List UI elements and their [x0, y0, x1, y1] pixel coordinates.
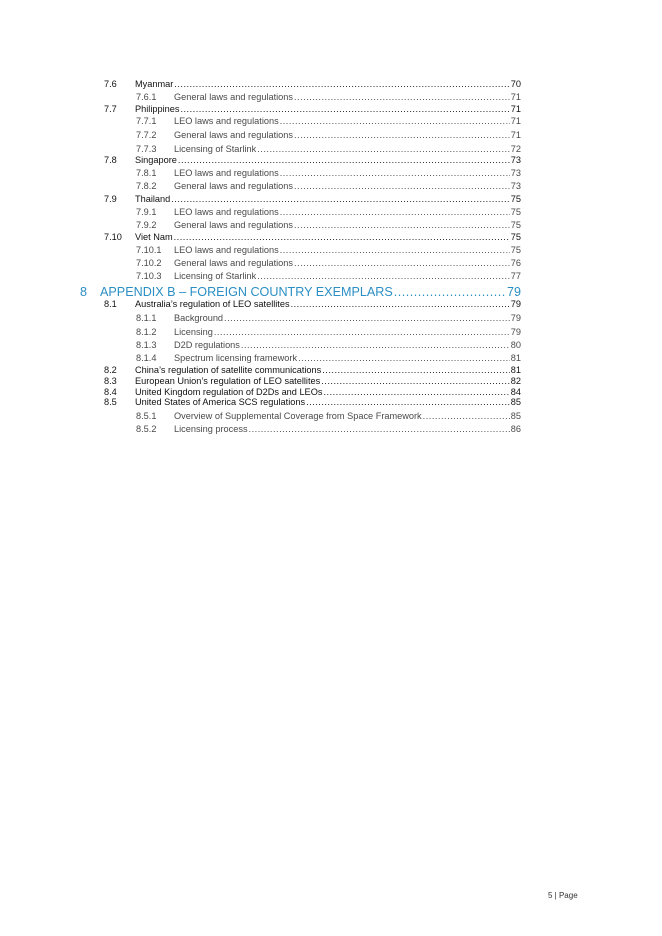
toc-number: 7.7.2 [136, 130, 157, 140]
toc-number: 8.1.2 [136, 327, 157, 337]
toc-number: 8.3 [104, 376, 117, 386]
toc-entry-7-6-1[interactable] [136, 92, 521, 102]
toc-title: Thailand [135, 194, 171, 204]
toc-leader [224, 313, 510, 323]
toc-title: LEO laws and regulations [174, 116, 279, 126]
toc-entry-7-9-2[interactable] [136, 220, 521, 230]
toc-page-number: 73 [510, 155, 521, 165]
toc-leader [321, 376, 510, 386]
toc-number: 7.10 [104, 232, 122, 242]
toc-leader [171, 194, 510, 204]
toc-number: 7.7.1 [136, 116, 157, 126]
toc-page-number: 85 [510, 397, 521, 407]
toc-title: Singapore [135, 155, 177, 165]
toc-leader [394, 285, 506, 299]
toc-entry-8-3[interactable] [104, 376, 521, 386]
toc-title: General laws and regulations [174, 220, 293, 230]
page-footer: 5 | Page [548, 891, 578, 900]
toc-page-number: 70 [510, 79, 521, 89]
toc-entry-8-1-1[interactable] [136, 313, 521, 323]
toc-title: United States of America SCS regulations [135, 397, 306, 407]
toc-title: European Union’s regulation of LEO satellites [135, 376, 321, 386]
toc-title: General laws and regulations [174, 92, 293, 102]
toc-number: 8.1.1 [136, 313, 157, 323]
toc-leader [291, 299, 510, 309]
toc-entry-8-5[interactable] [104, 397, 521, 407]
toc-number: 7.6 [104, 79, 117, 89]
toc-page-number: 81 [510, 353, 521, 363]
toc-leader [178, 155, 510, 165]
toc-page-number: 79 [510, 299, 521, 309]
toc-page-number: 71 [510, 116, 521, 126]
toc-number: 8 [80, 285, 88, 299]
toc-page-number: 79 [510, 327, 521, 337]
toc-page-number: 75 [510, 194, 521, 204]
toc-entry-7-7[interactable] [104, 104, 521, 114]
toc-leader [294, 258, 510, 268]
toc-title: United Kingdom regulation of D2Ds and LEOs [135, 387, 323, 397]
toc-page-number: 72 [510, 144, 521, 154]
toc-page-number: 75 [510, 232, 521, 242]
toc-title: China’s regulation of satellite communications [135, 365, 322, 375]
toc-entry-8-1[interactable] [104, 299, 521, 309]
toc-entry-7-8[interactable] [104, 155, 521, 165]
toc-title: Overview of Supplemental Coverage from Space Framework [174, 411, 422, 421]
toc-leader [174, 232, 510, 242]
toc-entry-7-9-1[interactable] [136, 207, 521, 217]
toc-entry-7-10-3[interactable] [136, 271, 521, 281]
toc-entry-7-10-2[interactable] [136, 258, 521, 268]
toc-entry-7-7-1[interactable] [136, 116, 521, 126]
toc-leader [280, 116, 510, 126]
toc-page-number: 71 [510, 92, 521, 102]
toc-entry-7-10-1[interactable] [136, 245, 521, 255]
toc-entry-8-1-3[interactable] [136, 340, 521, 350]
toc-page-number: 73 [510, 168, 521, 178]
toc-page-number: 71 [510, 104, 521, 114]
toc-title: APPENDIX B – FOREIGN COUNTRY EXEMPLARS [100, 285, 393, 299]
toc-number: 8.1.4 [136, 353, 157, 363]
toc-entry-7-6[interactable] [104, 79, 521, 89]
toc-number: 7.6.1 [136, 92, 157, 102]
toc-title: Licensing [174, 327, 213, 337]
toc-number: 8.2 [104, 365, 117, 375]
toc-leader [322, 365, 510, 375]
toc-leader [294, 181, 510, 191]
toc-title: General laws and regulations [174, 181, 293, 191]
toc-number: 7.10.2 [136, 258, 162, 268]
toc-leader [249, 424, 510, 434]
toc-leader [180, 104, 509, 114]
toc-leader [306, 397, 510, 407]
toc-number: 8.4 [104, 387, 117, 397]
toc-leader [257, 144, 510, 154]
toc-entry-8-2[interactable] [104, 365, 521, 375]
toc-title: Philippines [135, 104, 180, 114]
toc-title: Licensing of Starlink [174, 144, 257, 154]
toc-title: Background [174, 313, 224, 323]
toc-entry-8-1-4[interactable] [136, 353, 521, 363]
toc-page-number: 80 [510, 340, 521, 350]
toc-title: Licensing process [174, 424, 248, 434]
toc-entry-7-10[interactable] [104, 232, 521, 242]
toc-number: 7.7 [104, 104, 117, 114]
toc-leader [174, 79, 509, 89]
toc-title: LEO laws and regulations [174, 168, 279, 178]
toc-title: General laws and regulations [174, 258, 293, 268]
toc-number: 7.8 [104, 155, 117, 165]
toc-number: 8.1.3 [136, 340, 157, 350]
toc-entry-8-5-2[interactable] [136, 424, 521, 434]
toc-page-number: 79 [506, 285, 521, 299]
toc-leader [298, 353, 510, 363]
toc-leader [257, 271, 510, 281]
toc-leader [241, 340, 510, 350]
toc-title: LEO laws and regulations [174, 207, 279, 217]
toc-number: 7.10.3 [136, 271, 162, 281]
toc-entry-8-1-2[interactable] [136, 327, 521, 337]
toc-number: 8.5.2 [136, 424, 157, 434]
toc-entry-7-9[interactable] [104, 194, 521, 204]
toc-title: Myanmar [135, 79, 174, 89]
toc-leader [323, 387, 509, 397]
toc-page-number: 86 [510, 424, 521, 434]
toc-number: 8.1 [104, 299, 117, 309]
toc-leader [294, 92, 510, 102]
toc-entry-7-7-3[interactable] [136, 144, 521, 154]
toc-page-number: 75 [510, 245, 521, 255]
toc-leader [294, 220, 510, 230]
toc-title: General laws and regulations [174, 130, 293, 140]
toc-entry-8-4[interactable] [104, 387, 521, 397]
toc-page-number: 71 [510, 130, 521, 140]
toc-leader [423, 411, 510, 421]
toc-entry-8-appendix-b[interactable] [80, 285, 521, 299]
toc-number: 7.7.3 [136, 144, 157, 154]
toc-title: Viet Nam [135, 232, 173, 242]
toc-page-number: 75 [510, 207, 521, 217]
toc-leader [294, 130, 510, 140]
toc-page-number: 77 [510, 271, 521, 281]
toc-title: D2D regulations [174, 340, 240, 350]
toc-leader [280, 207, 510, 217]
toc-number: 7.8.1 [136, 168, 157, 178]
toc-page-number: 81 [510, 365, 521, 375]
toc-page-number: 82 [510, 376, 521, 386]
toc-entry-7-8-1[interactable] [136, 168, 521, 178]
toc-page-number: 79 [510, 313, 521, 323]
toc-leader [214, 327, 510, 337]
toc-page-number: 84 [510, 387, 521, 397]
toc-title: LEO laws and regulations [174, 245, 279, 255]
toc-number: 7.8.2 [136, 181, 157, 191]
toc-page-number: 75 [510, 220, 521, 230]
toc-number: 7.9.2 [136, 220, 157, 230]
toc-page-number: 73 [510, 181, 521, 191]
toc-number: 7.10.1 [136, 245, 162, 255]
toc-number: 7.9 [104, 194, 117, 204]
toc-number: 8.5 [104, 397, 117, 407]
toc-page-number: 76 [510, 258, 521, 268]
toc-entry-8-5-1[interactable] [136, 411, 521, 421]
toc-number: 8.5.1 [136, 411, 157, 421]
toc-page-number: 85 [510, 411, 521, 421]
toc-entry-7-8-2[interactable] [136, 181, 521, 191]
toc-title: Spectrum licensing framework [174, 353, 298, 363]
toc-leader [280, 168, 510, 178]
toc-number: 7.9.1 [136, 207, 157, 217]
toc-entry-7-7-2[interactable] [136, 130, 521, 140]
toc-title: Australia’s regulation of LEO satellites [135, 299, 290, 309]
toc-leader [280, 245, 510, 255]
toc-title: Licensing of Starlink [174, 271, 257, 281]
